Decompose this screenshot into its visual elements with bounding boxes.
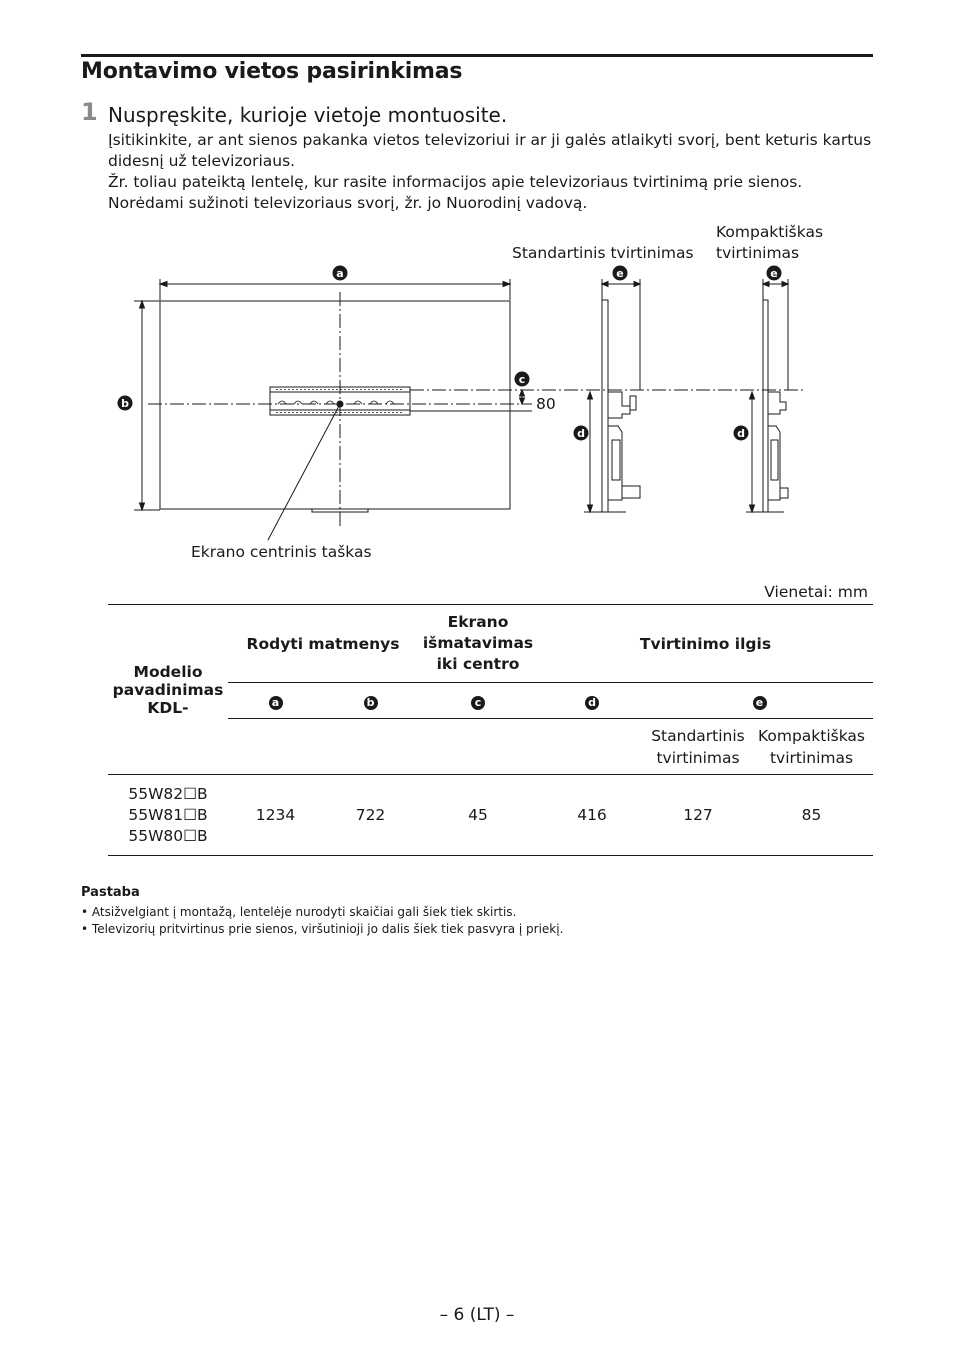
marker-d-compact-text: d: [737, 427, 745, 440]
header-center: Ekrano išmatavimas iki centro: [422, 613, 534, 673]
side-view-standard: [584, 279, 640, 512]
dimensions-table: [108, 604, 873, 856]
note-item: • Atsižvelgiant į montažą, lentelėje nurodyti skaičiai gali šiek tiek skirtis.: [81, 905, 517, 919]
step-number: 1: [81, 98, 98, 126]
step-paragraph-2: Žr. toliau pateiktą lentelę, kur rasite informacijos apie televizoriaus tvirtinimą prie sienos. Norėdami sužinoti televizoriaus svorį, žr. jo Nuorodinį vadovą.: [108, 173, 803, 212]
marker-d-standard-text: d: [577, 427, 585, 440]
step-heading: Nuspręskite, kurioje vietoje montuosite.: [108, 103, 508, 127]
screen-center-leader: [268, 404, 340, 540]
value-80: 80: [536, 395, 556, 413]
header-dims: Rodyti matmenys: [246, 634, 400, 653]
marker-e-standard: [613, 266, 628, 281]
model-name: 55W80☐B: [128, 826, 208, 845]
cell-d: 416: [577, 806, 607, 824]
cell-c: 45: [468, 806, 488, 824]
cell-b: 722: [355, 806, 386, 824]
sub-standard: Standartinis tvirtinimas: [651, 726, 745, 767]
units-label: Vienetai: mm: [764, 583, 868, 601]
table-row: [108, 775, 873, 856]
col-e: e: [646, 683, 873, 719]
note-item: • Televizorių pritvirtinus prie sienos, viršutinioji jo dalis šiek tiek pasvyra į priekį.: [81, 922, 564, 936]
marker-a-text: a: [336, 267, 344, 280]
marker-c-front: [515, 372, 530, 387]
model-name: 55W81☐B: [128, 805, 208, 824]
step-paragraph-1: Įsitikinkite, ar ant sienos pakanka vietos televizoriui ir ar ji galės atlaikyti svorį, bent keturis kartus didesnį už televizoriaus.: [108, 131, 872, 170]
side-view-compact: [746, 279, 788, 512]
marker-b-front: [118, 396, 133, 411]
label-compact-line2: tvirtinimas: [716, 244, 800, 262]
page-number: – 6 (LT) –: [439, 1305, 515, 1325]
label-screen-center: Ekrano centrinis taškas: [191, 543, 372, 561]
label-standard-mounting: Standartinis tvirtinimas: [512, 244, 694, 262]
note-title: Pastaba: [81, 885, 140, 900]
cell-models: [108, 775, 228, 856]
page-title: Montavimo vietos pasirinkimas: [81, 59, 463, 84]
marker-b-text: b: [121, 397, 129, 410]
tv-front-outline: [160, 301, 510, 509]
marker-d-compact: [734, 426, 749, 441]
tv-stand-foot: [312, 509, 368, 512]
cell-e-standard: 127: [683, 806, 713, 824]
label-compact-line1: Kompaktiškas: [716, 223, 824, 241]
sub-compact: Kompaktiškas tvirtinimas: [757, 726, 866, 767]
marker-e-compact-text: e: [770, 267, 778, 280]
marker-c-text: c: [518, 373, 526, 386]
col-c: c: [418, 683, 538, 719]
marker-a-front: [333, 266, 348, 281]
wall-mount-diagram: [0, 0, 954, 600]
header-length: Tvirtinimo ilgis: [639, 634, 772, 653]
marker-e-standard-text: e: [616, 267, 624, 280]
model-name: 55W82☐B: [128, 784, 208, 803]
header-model: Modelio pavadinimas KDL-: [108, 605, 228, 775]
col-a: a: [228, 683, 323, 719]
col-d: d: [538, 683, 646, 719]
cell-a: 1234: [255, 806, 296, 824]
col-b: b: [323, 683, 418, 719]
cell-e-compact: 85: [801, 806, 822, 824]
marker-d-standard: [574, 426, 589, 441]
marker-e-compact: [767, 266, 782, 281]
